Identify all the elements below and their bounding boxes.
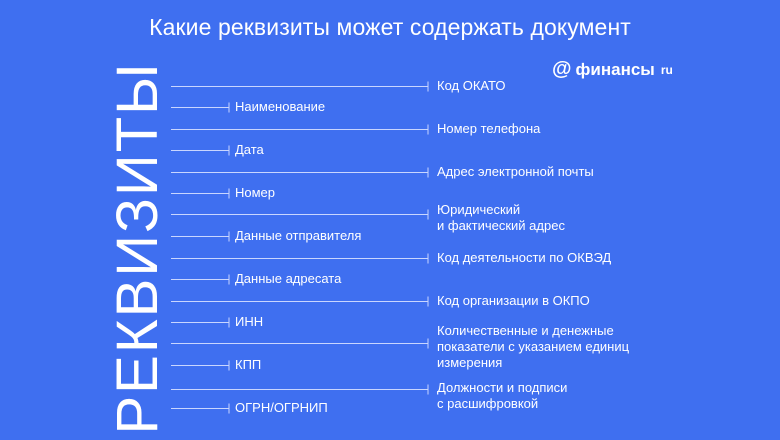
left-requisite-label: ОГРН/ОГРНИП xyxy=(235,400,328,415)
right-requisite-label: Количественные и денежные показатели с указанием единиц измерения xyxy=(437,323,630,370)
left-requisite-label: Номер xyxy=(235,185,276,200)
right-requisite-label: Код ОКАТО xyxy=(437,78,506,93)
right-requisite-label: Юридический и фактический адрес xyxy=(437,202,565,233)
left-requisite-label: Данные адресата xyxy=(235,271,342,286)
left-requisite-label: Наименование xyxy=(235,99,326,114)
right-requisite-label: Номер телефона xyxy=(437,121,541,136)
left-requisite-label: КПП xyxy=(235,357,262,372)
page-title: Какие реквизиты может содержать документ xyxy=(149,14,631,40)
at-icon: @ xyxy=(552,58,572,80)
right-requisite-label: Должности и подписи с расшифровкой xyxy=(437,380,568,411)
logo-suffix: ru xyxy=(660,62,673,77)
logo-name: финансы xyxy=(575,59,655,79)
vertical-heading: РЕКВИЗИТЫ xyxy=(105,61,170,435)
right-requisite-label: Код деятельности по ОКВЭД xyxy=(437,250,612,265)
left-requisite-label: ИНН xyxy=(235,314,264,329)
left-requisite-label: Дата xyxy=(235,142,264,157)
right-requisite-label: Адрес электронной почты xyxy=(437,164,594,179)
left-requisite-label: Данные отправителя xyxy=(235,228,362,243)
right-requisite-label: Код организации в ОКПО xyxy=(437,293,590,308)
